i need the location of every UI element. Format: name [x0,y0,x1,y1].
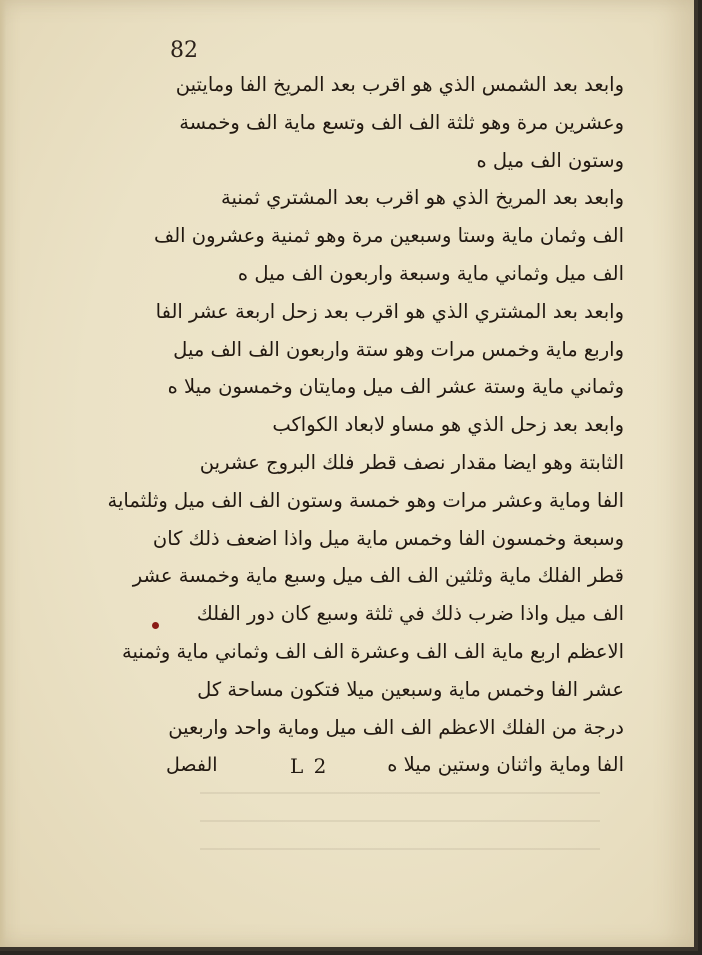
page-gutter-shadow [0,0,6,947]
text-line: الفا وماية وعشر مرات وهو خمسة وستون الف الف ميل وثلثماية [107,488,624,512]
text-line: الاعظم اربع ماية الف الف وعشرة الف الف وثماني ماية وثمنية [122,639,624,663]
signature-mark: L 2 [290,754,329,778]
text-line: قطر الفلك ماية وثلثين الف الف ميل وسبع ماية وخمسة عشر [132,564,624,588]
text-line: الفا وماية واثنان وستين ميلا ه [387,753,624,777]
text-line: درجة من الفلك الاعظم الف الف ميل وماية واحد واربعين [168,715,624,739]
text-line: وعشرين مرة وهو ثلثة الف الف وتسع ماية الف وخمسة [179,110,624,134]
text-line: الف ميل واذا ضرب ذلك في ثلثة وسبع كان دور الفلك [196,602,624,626]
text-line: وابعد بعد زحل الذي هو مساو لابعاد الكواكب [272,413,624,437]
text-line: الف ميل وثماني ماية وسبعة واربعون الف ميل ه [237,261,624,285]
red-ink-dot [152,622,159,629]
text-line: وابعد بعد الشمس الذي هو اقرب بعد المريخ الفا ومايتين [175,73,624,96]
catchword: الفصل [166,754,218,776]
text-line: الثابتة وهو ايضا مقدار نصف قطر فلك البروج عشرين [199,450,624,474]
page-number: 82 [170,38,198,63]
text-line: عشر الفا وخمس ماية وسبعين ميلا فتكون مساحة كل [197,677,624,701]
text-line: وابعد بعد المشتري الذي هو اقرب بعد زحل اربعة عشر الفا [155,299,624,323]
show-through-ink [200,790,600,850]
text-line: واربع ماية وخمس مرات وهو ستة واربعون الف الف ميل [173,337,624,361]
arabic-text-block [107,66,624,784]
text-line: وسبعة وخمسون الفا وخمس ماية ميل واذا اضعف ذلك كان [152,526,624,550]
text-line: الف وثمان ماية وستا وسبعين مرة وهو ثمنية وعشرون الف [154,224,624,248]
text-line: وستون الف ميل ه [476,148,624,172]
text-line: وثماني ماية وستة عشر الف ميل ومايتان وخمسون ميلا ه [167,375,624,399]
text-line: وابعد بعد المريخ الذي هو اقرب بعد المشتري ثمنية [221,186,624,210]
